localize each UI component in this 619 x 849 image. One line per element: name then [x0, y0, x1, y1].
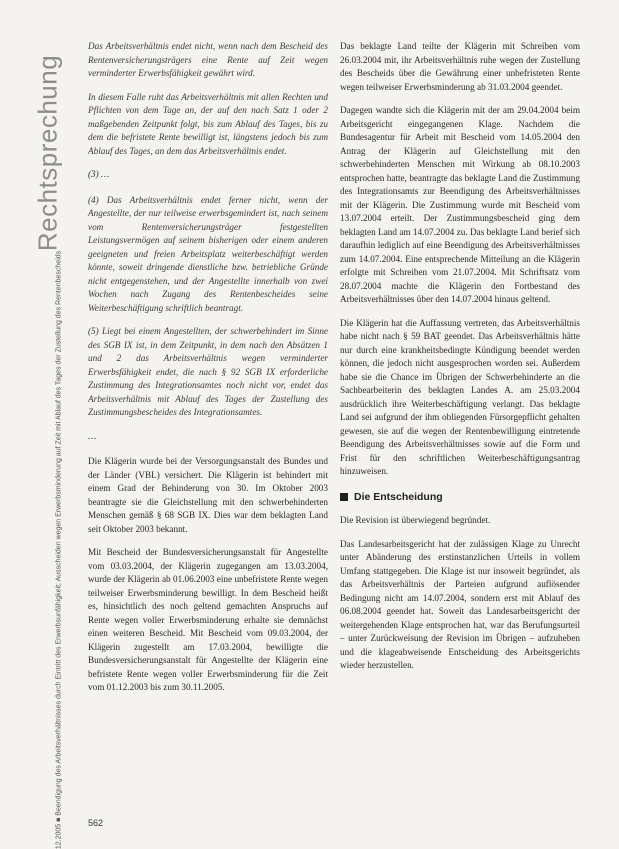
body-paragraph: Das Landesarbeitsgericht hat der zulässigen Klage zu Unrecht unter Abänderung des erstinstanzlichen Urteils in vollem Umfang stattgegeben. Die Klage ist nur insoweit begründet, als das Arbeitsverhältnis der Parteien aufgrund auflösender Bedingung nicht am 14.07.2004, sondern erst mit Ablauf des 06.08.2004 geendet hat. Soweit das Landesarbeitsgericht der weitergehenden Klage entsprochen hat, war das Berufungsurteil – unter Zurückweisung der Revision im Übrigen – aufzuheben und die klageabweisende Entscheidung des Arbeitsgerichts wieder herzustellen.: [340, 538, 580, 670]
square-bullet-icon: [340, 493, 348, 501]
running-head-vertical: 12.2005 ■ Beendigung des Arbeitsverhältnisses durch Eintritt des Erwerbsunfähigkeit; Ausscheiden wegen Erwerbsminderung auf Zeit mit Ablauf des Tages der Zustellung des Rentenbescheids: [55, 250, 63, 849]
statute-paragraph: In diesem Falle ruht das Arbeitsverhältnis mit allen Rechten und Pflichten von dem Tage an, der auf den nach Satz 1 oder 2 maßgebenden Zeitpunkt folgt, bis zum Ablauf des Tages, bis zu dem die befristete Rente bewilligt ist, längstens jedoch bis zum Ablauf des Tages, an dem das Arbeitsverhältnis endet.: [88, 91, 328, 156]
statute-paragraph: Das Arbeitsverhältnis endet nicht, wenn nach dem Bescheid des Rentenversicherungsträgers eine Rente auf Zeit wegen verminderter Erwerbsfähigkeit gewährt wird.: [88, 41, 328, 78]
left-column: [88, 40, 328, 705]
body-paragraph: Dagegen wandte sich die Klägerin mit der am 29.04.2004 beim Arbeitsgericht eingegangenen Klage. Nachdem die Bundesagentur für Arbeit mit Bescheid vom 14.05.2004 den Antrag der Klägerin auf Gleichstellung mit den schwerbehinderten Menschen mit Wirkung ab 08.10.2003 entsprochen hatte, beantragte das beklagte Land die Zustimmung des Integrationsamts zur Beendigung des Arbeitsverhältnisses mit der Klägerin. Die Zustimmung wurde mit Bescheid vom 13.07.2004 erteilt. Der Zustimmungsbescheid ging dem beklagten Land am 14.07.2004 zu. Das beklagte Land berief sich daraufhin lediglich auf eine Beendigung des Arbeitsverhältnisses zum 14.07.2004. Eine entsprechende Mitteilung an die Klägerin erfolgte mit Schreiben vom 21.07.2004. Mit Schriftsatz vom 28.07.2004 machte die Klägerin den Fortbestand des Arbeitsverhältnisses über den 14.07.2004 hinaus geltend.: [340, 105, 580, 304]
ellipsis: …: [88, 430, 97, 441]
statute-paragraph: (5) Liegt bei einem Angestellten, der schwerbehindert im Sinne des SGB IX ist, in dem Zeitpunkt, in dem nach den Absätzen 1 und 2 das Arbeitsverhältnis wegen verminderter Erwerbsfähigkeit endet, die nach § 92 SGB IX erforderliche Zustimmung des Integrationsamtes noch nicht vor, endet das Arbeitsverhältnis mit Ablauf des Tages der Zustellung des Zustimmungsbescheides des Integrationsamtes.: [88, 326, 328, 417]
body-paragraph: Die Revision ist überwiegend begründet.: [340, 515, 491, 525]
right-column: [340, 40, 580, 683]
section-heading: Die Entscheidung: [340, 491, 580, 505]
section-title-vertical: Rechtsprechung: [32, 54, 63, 252]
page-number: 562: [88, 818, 104, 828]
body-paragraph: Die Klägerin hat die Auffassung vertreten, das Arbeitsverhältnis habe nicht nach § 59 BAT geendet. Das Arbeitsverhältnis hätte nur durch eine krankheitsbedingte Kündigung beendet werden können, die jedoch nicht ausgesprochen worden sei. Außerdem habe sie die Chance im Übrigen der Schwerbehinderte an die Sachbearbeiterin des beklagten Landes A. am 25.03.2004 ausdrücklich ihre Weiterbeschäftigung verlangt. Das beklagte Land sei aufgrund der ihm obliegenden Fürsorgepflicht gehalten gewesen, sie auf die wegen der Rentenbewilligung eintretende Beendigung des Arbeitsverhältnisses sowie auf die Form und Frist für den schriftlichen Weiterbeschäftigungsantrag hinzuweisen.: [340, 317, 580, 476]
body-paragraph: Mit Bescheid der Bundesversicherungsanstalt für Angestellte vom 03.03.2004, der Klägerin zugegangen am 13.03.2004, wurde der Klägerin ab 01.06.2003 eine unbefristete Rente wegen teilweiser Erwerbsminderung bewilligt. In dem Bescheid heißt es, hinsichtlich des noch geltend gemachten Anspruchs auf Rente wegen voller Erwerbsminderung erhalte sie demnächst einen weiteren Bescheid. Mit Bescheid vom 09.03.2004, der Klägerin zugestellt am 17.03.2004, bewilligte die Bundesversicherungsanstalt für Angestellte der Klägerin eine befristete Rente wegen voller Erwerbsminderung für die Zeit vom 01.12.2003 bis zum 30.11.2005.: [88, 547, 328, 692]
statute-paragraph: (4) Das Arbeitsverhältnis endet ferner nicht, wenn der Angestellte, der nur teilweise erwerbsgemindert ist, nach seinem vom Rentenversicherungsträger festgestellten Leistungsvermögen auf seinem bisherigen oder einem anderen geeigneten und freien Arbeitsplatz weiterbeschäftigt werden könnte, soweit dringende dienstliche bzw. betriebliche Gründe nicht entgegenstehen, und der Angestellte innerhalb von zwei Wochen nach Zugang des Rentenbescheides seine Weiterbeschäftigung schriftlich beantragt.: [88, 194, 328, 313]
ellipsis: (3) …: [88, 169, 110, 179]
body-paragraph: Das beklagte Land teilte der Klägerin mit Schreiben vom 26.03.2004 mit, ihr Arbeitsverhältnis ruhe wegen der Zustellung des Bescheids über die Gewährung einer unbefristeten Rente wegen teilweiser Erwerbsminderung ab 31.03.2004 geendet.: [340, 41, 580, 92]
body-paragraph: Die Klägerin wurde bei der Versorgungsanstalt des Bundes und der Länder (VBL) versichert. Die Klägerin ist behindert mit einem Grad der Behinderung von 30. Im Oktober 2003 beantragte sie die Gleichstellung mit den schwerbehinderten Menschen gemäß § 68 SGB IX. Dies war dem beklagten Land seit Oktober 2003 bekannt.: [88, 456, 328, 534]
